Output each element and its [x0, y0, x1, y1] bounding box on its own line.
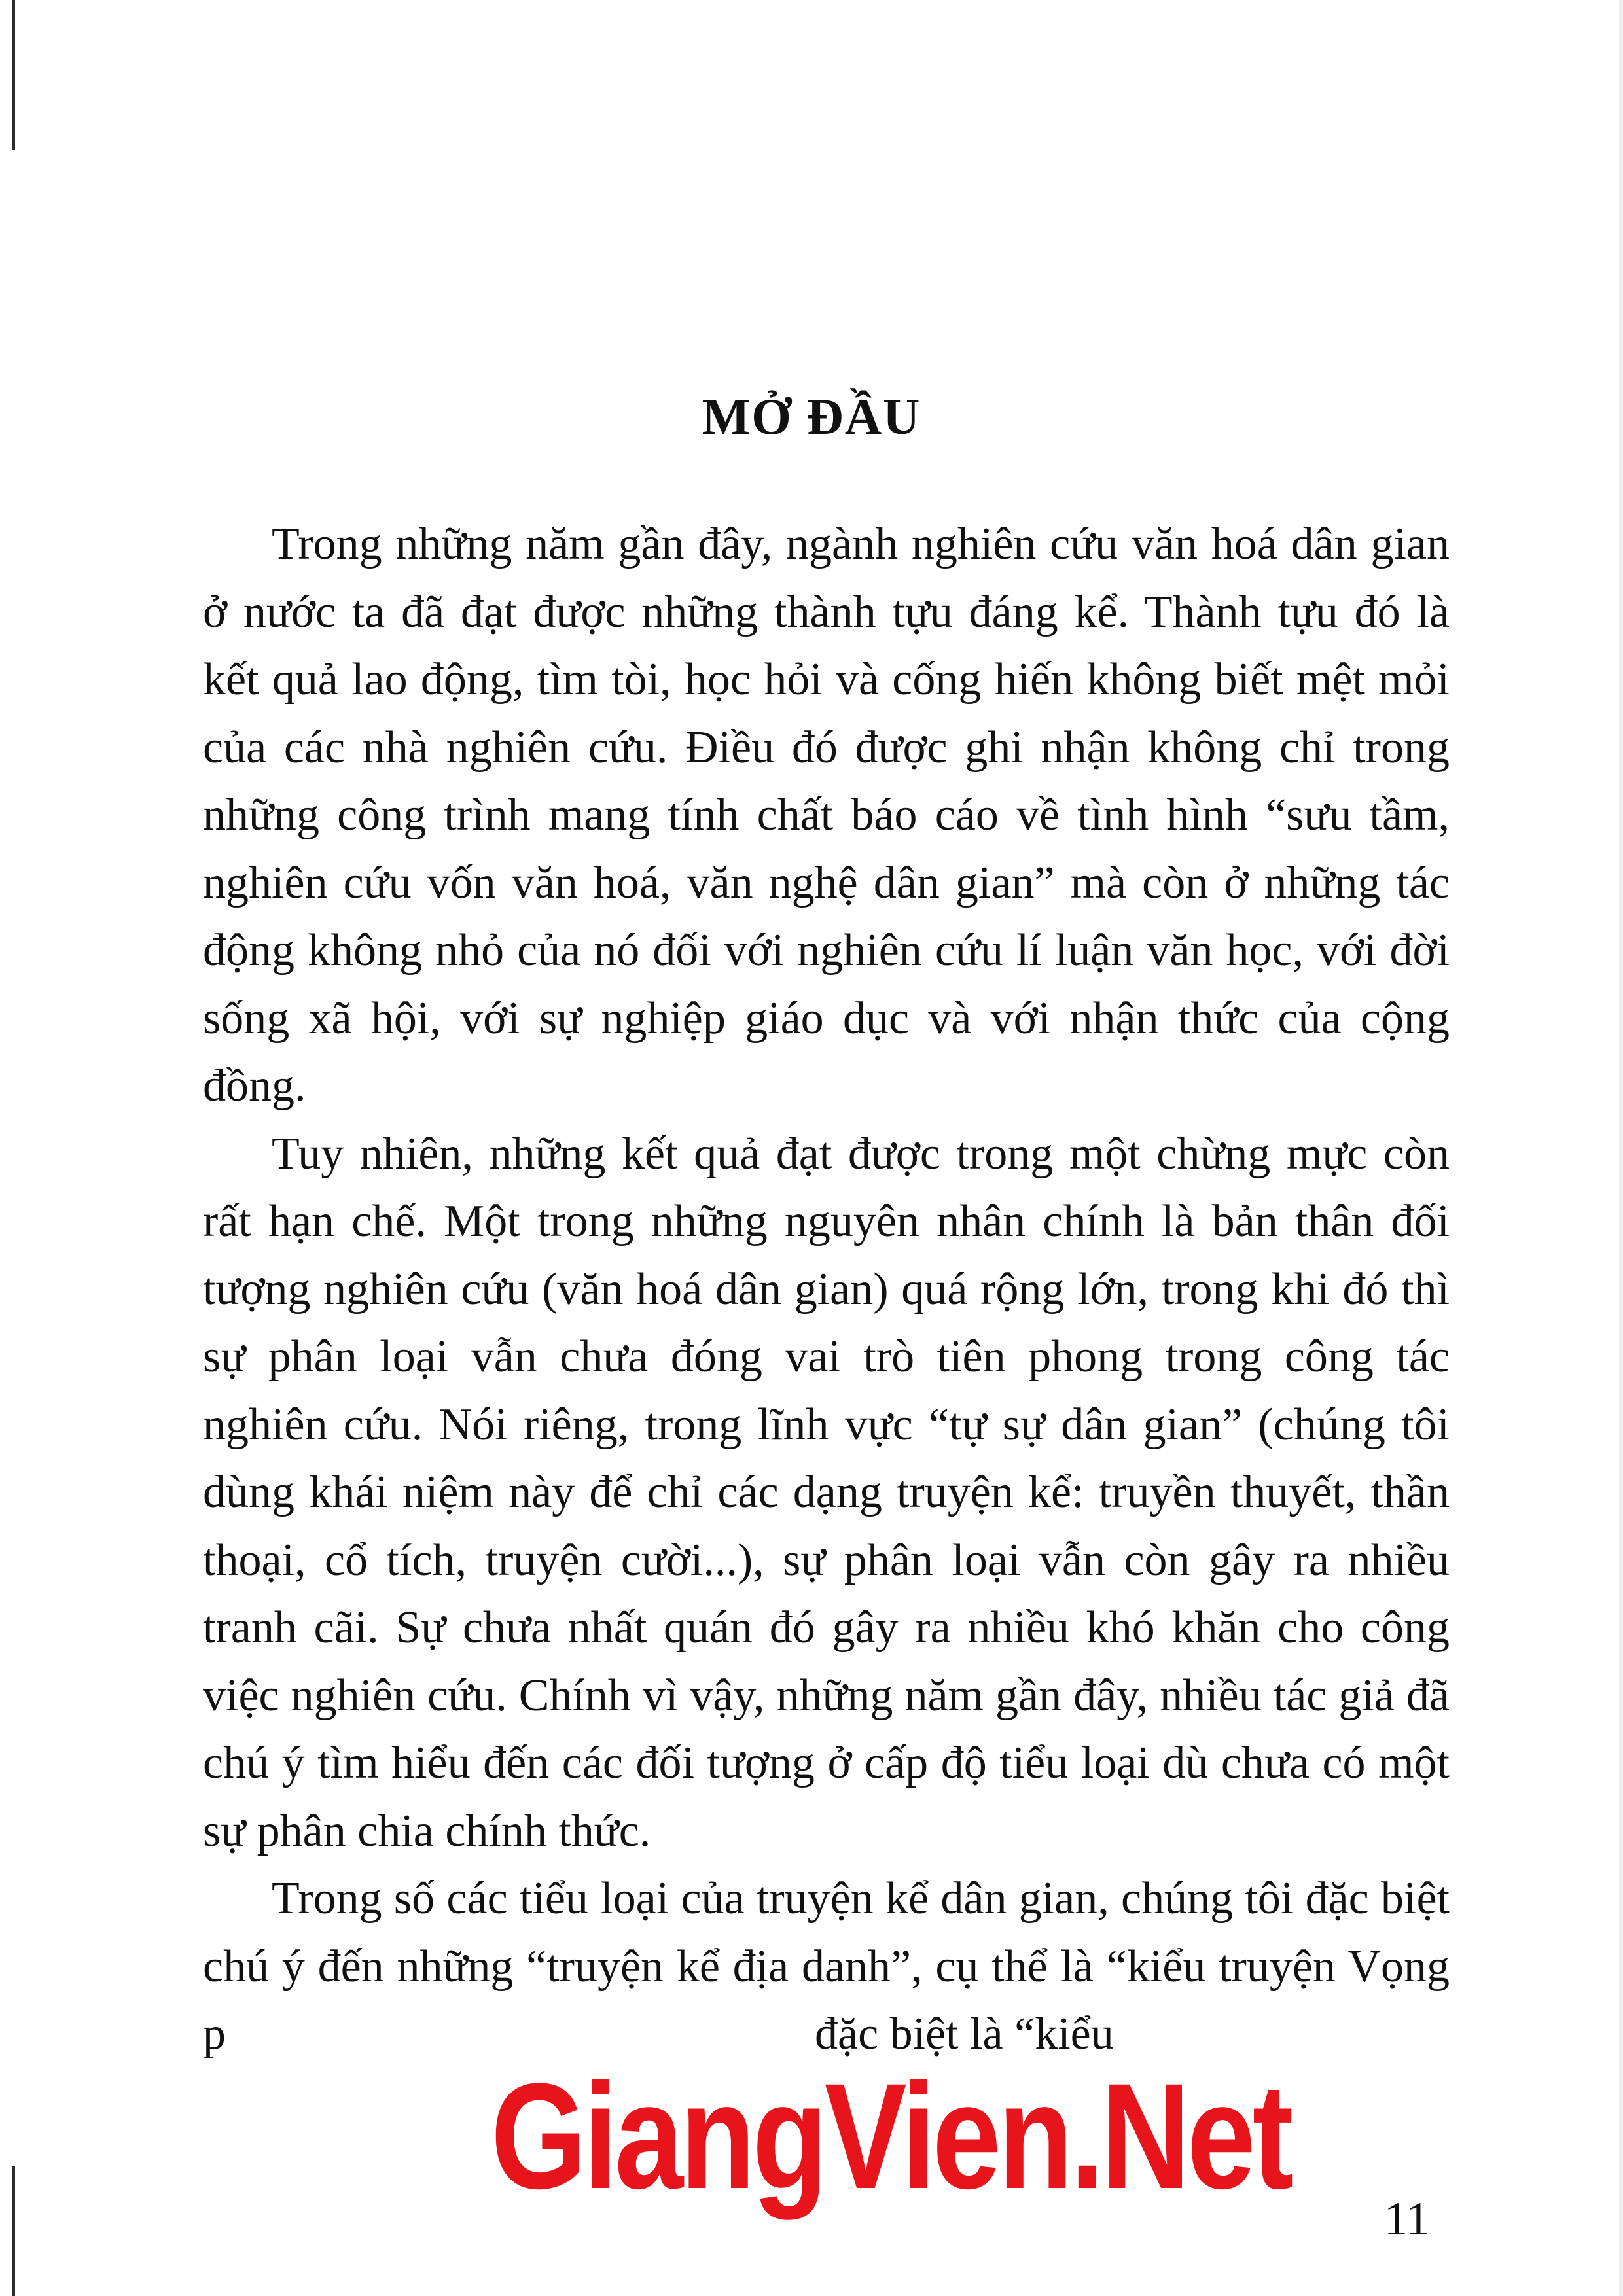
paragraph-3-text: Trong số các tiểu loại của truyện kể dân gian, chúng tôi đặc biệt chú ý đến những “truyện kể địa danh”, cụ thể là “kiểu truyện Vọng p: [203, 1873, 1450, 2059]
page-binding-edge: [12, 0, 15, 150]
paragraph-3-tail: đặc biệt là “kiểu: [815, 2009, 1114, 2059]
watermark-logo: GiangVien.Net: [491, 2052, 1291, 2220]
page-number: 11: [1384, 2193, 1430, 2245]
document-body: [203, 510, 1450, 2068]
page-binding-edge-bottom: [12, 2166, 15, 2296]
paragraph-3: [203, 1865, 1450, 2068]
page-title: MỞ ĐẦU: [702, 388, 921, 446]
paragraph-2: Tuy nhiên, những kết quả đạt được trong một chừng mực còn rất hạn chế. Một trong những nguyên nhân chính là bản thân đối tượng nghiên cứu (văn hoá dân gian) quá rộng lớn, trong khi đó thì sự phân loại vẫn chưa đóng vai trò tiên phong trong công tác nghiên cứu. Nói riêng, trong lĩnh vực “tự sự dân gian” (chúng tôi dùng khái niệm này để chỉ các dạng truyện kể: truyền thuyết, thần thoại, cổ tích, truyện cười...), sự phân loại vẫn còn gây ra nhiều tranh cãi. Sự chưa nhất quán đó gây ra nhiều khó khăn cho công việc nghiên cứu. Chính vì vậy, những năm gần đây, nhiều tác giả đã chú ý tìm hiểu đến các đối tượng ở cấp độ tiểu loại dù chưa có một sự phân chia chính thức.: [203, 1128, 1450, 1856]
page-right-edge: [1619, 0, 1623, 2296]
paragraph-1: Trong những năm gần đây, ngành nghiên cứu văn hoá dân gian ở nước ta đã đạt được những thành tựu đáng kể. Thành tựu đó là kết quả lao động, tìm tòi, học hỏi và cống hiến không biết mệt mỏi của các nhà nghiên cứu. Điều đó được ghi nhận không chỉ trong những công trình mang tính chất báo cáo về tình hình “sưu tầm, nghiên cứu vốn văn hoá, văn nghệ dân gian” mà còn ở những tác động không nhỏ của nó đối với nghiên cứu lí luận văn học, với đời sống xã hội, với sự nghiệp giáo dục và với nhận thức của cộng đồng.: [203, 519, 1450, 1111]
